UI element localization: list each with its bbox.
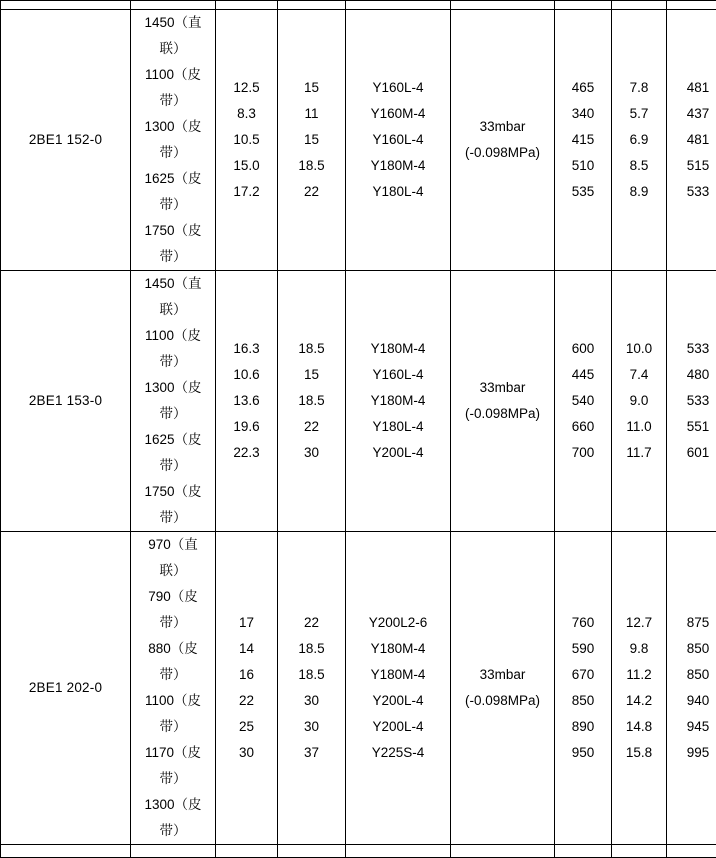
col8-value: 850 (667, 636, 716, 662)
speed-value: 1100（皮带） (131, 688, 215, 740)
col7-value: 11.7 (612, 440, 666, 466)
col8-value: 480 (667, 362, 716, 388)
col7-value: 9.8 (612, 636, 666, 662)
motor-model-value: Y200L-4 (346, 714, 450, 740)
motor-power-value: 22 (278, 179, 345, 205)
cell-col8-partial (667, 1, 716, 10)
motor-model-value: Y180M-4 (346, 388, 450, 414)
col6-value: 540 (555, 388, 611, 414)
cell-motor-model (346, 10, 451, 271)
col6-value: 660 (555, 414, 611, 440)
col7-value: 15.8 (612, 740, 666, 766)
cell-vacuum (451, 10, 555, 271)
vacuum-value: 33mbar (451, 114, 554, 140)
cell-speed-partial (131, 1, 216, 10)
col8-value: 850 (667, 662, 716, 688)
col7-value: 14.2 (612, 688, 666, 714)
motor-model-value: Y225S-4 (346, 740, 450, 766)
vacuum-value: 33mbar (451, 375, 554, 401)
cell-col7 (612, 532, 667, 845)
cell-power (216, 10, 278, 271)
cell-vacuum (451, 532, 555, 845)
col7-value: 10.0 (612, 336, 666, 362)
motor-power-value: 15 (278, 75, 345, 101)
power-value: 10.5 (216, 127, 277, 153)
vacuum-value-mpa: (-0.098MPa) (451, 401, 554, 427)
col7-value: 14.8 (612, 714, 666, 740)
col6-value: 760 (555, 610, 611, 636)
cell-col6 (555, 271, 612, 532)
speed-value: 1450（直联） (131, 271, 215, 323)
cell-col7-partial (612, 845, 667, 858)
motor-model-value: Y160M-4 (346, 101, 450, 127)
speed-value: 1100（皮带） (131, 323, 215, 375)
col8-value: 437 (667, 101, 716, 127)
motor-model-value: Y180M-4 (346, 153, 450, 179)
vacuum-value-mpa: (-0.098MPa) (451, 688, 554, 714)
motor-power-value: 18.5 (278, 662, 345, 688)
col7-value: 8.9 (612, 179, 666, 205)
motor-power-value: 22 (278, 414, 345, 440)
power-value: 30 (216, 740, 277, 766)
motor-model-value: Y200L-4 (346, 440, 450, 466)
power-value: 22.3 (216, 440, 277, 466)
cell-speed-partial (131, 845, 216, 858)
col8-value: 551 (667, 414, 716, 440)
cell-col6-partial (555, 845, 612, 858)
cell-motor-power (278, 10, 346, 271)
col8-value: 481 (667, 127, 716, 153)
speed-value: 1450（直联） (131, 10, 215, 62)
col6-value: 465 (555, 75, 611, 101)
cell-model-partial (1, 1, 131, 10)
col7-value: 8.5 (612, 153, 666, 179)
col7-value: 7.4 (612, 362, 666, 388)
cell-col8-partial (667, 845, 716, 858)
speed-value: 1625（皮带） (131, 427, 215, 479)
col6-value: 850 (555, 688, 611, 714)
col7-value: 6.9 (612, 127, 666, 153)
cell-model: 2BE1 152-0 (1, 10, 131, 271)
speed-value: 1625（皮带） (131, 166, 215, 218)
cell-power-partial (216, 1, 278, 10)
motor-power-value: 37 (278, 740, 345, 766)
col8-value: 533 (667, 336, 716, 362)
col6-value: 950 (555, 740, 611, 766)
speed-value: 970（直联） (131, 532, 215, 584)
cell-model: 2BE1 202-0 (1, 532, 131, 845)
cell-vacuum-partial (451, 1, 555, 10)
col7-value: 12.7 (612, 610, 666, 636)
motor-power-value: 15 (278, 362, 345, 388)
motor-power-value: 18.5 (278, 153, 345, 179)
col8-value: 481 (667, 75, 716, 101)
speed-value: 1170（皮带） (131, 740, 215, 792)
motor-power-value: 22 (278, 610, 345, 636)
cell-power (216, 532, 278, 845)
speed-value: 880（皮带） (131, 636, 215, 688)
cell-motor-model-partial (346, 1, 451, 10)
cell-motor-power (278, 532, 346, 845)
vacuum-value-mpa: (-0.098MPa) (451, 140, 554, 166)
col8-value: 945 (667, 714, 716, 740)
cell-col6 (555, 10, 612, 271)
speed-value: 1300（皮带） (131, 114, 215, 166)
table-row-partial-bottom (1, 845, 716, 858)
power-value: 17 (216, 610, 277, 636)
power-value: 17.2 (216, 179, 277, 205)
col6-value: 535 (555, 179, 611, 205)
motor-power-value: 30 (278, 688, 345, 714)
table-row (1, 10, 716, 271)
motor-power-value: 15 (278, 127, 345, 153)
power-value: 25 (216, 714, 277, 740)
speed-value: 1300（皮带） (131, 375, 215, 427)
cell-col7 (612, 10, 667, 271)
col8-value: 940 (667, 688, 716, 714)
col7-value: 9.0 (612, 388, 666, 414)
cell-motor-power (278, 271, 346, 532)
col8-value: 601 (667, 440, 716, 466)
motor-model-value: Y160L-4 (346, 127, 450, 153)
power-value: 10.6 (216, 362, 277, 388)
cell-model-partial (1, 845, 131, 858)
col8-value: 515 (667, 153, 716, 179)
motor-model-value: Y160L-4 (346, 362, 450, 388)
motor-power-value: 30 (278, 440, 345, 466)
cell-power-partial (216, 845, 278, 858)
speed-value: 1300（皮带） (131, 792, 215, 844)
cell-speed (131, 532, 216, 845)
motor-model-value: Y180L-4 (346, 179, 450, 205)
col6-value: 700 (555, 440, 611, 466)
cell-speed (131, 10, 216, 271)
col7-value: 11.2 (612, 662, 666, 688)
table-row (1, 271, 716, 532)
motor-power-value: 30 (278, 714, 345, 740)
col8-value: 995 (667, 740, 716, 766)
vacuum-value: 33mbar (451, 662, 554, 688)
cell-motor-power-partial (278, 1, 346, 10)
motor-model-value: Y180L-4 (346, 414, 450, 440)
table-row-partial-top (1, 1, 716, 10)
motor-power-value: 18.5 (278, 388, 345, 414)
col6-value: 590 (555, 636, 611, 662)
power-value: 22 (216, 688, 277, 714)
cell-col8 (667, 271, 716, 532)
cell-vacuum-partial (451, 845, 555, 858)
cell-col7 (612, 271, 667, 532)
cell-col8 (667, 10, 716, 271)
col6-value: 415 (555, 127, 611, 153)
motor-power-value: 18.5 (278, 636, 345, 662)
cell-speed (131, 271, 216, 532)
col6-value: 670 (555, 662, 611, 688)
power-value: 12.5 (216, 75, 277, 101)
power-value: 16 (216, 662, 277, 688)
col8-value: 875 (667, 610, 716, 636)
cell-power (216, 271, 278, 532)
cell-col6-partial (555, 1, 612, 10)
col6-value: 600 (555, 336, 611, 362)
motor-power-value: 18.5 (278, 336, 345, 362)
col8-value: 533 (667, 179, 716, 205)
table-row (1, 532, 716, 845)
power-value: 15.0 (216, 153, 277, 179)
power-value: 16.3 (216, 336, 277, 362)
col7-value: 11.0 (612, 414, 666, 440)
col7-value: 7.8 (612, 75, 666, 101)
cell-motor-model (346, 271, 451, 532)
speed-value: 1750（皮带） (131, 218, 215, 270)
cell-model: 2BE1 153-0 (1, 271, 131, 532)
cell-motor-power-partial (278, 845, 346, 858)
motor-model-value: Y180M-4 (346, 336, 450, 362)
cell-col7-partial (612, 1, 667, 10)
power-value: 8.3 (216, 101, 277, 127)
cell-col6 (555, 532, 612, 845)
col6-value: 890 (555, 714, 611, 740)
motor-model-value: Y200L-4 (346, 688, 450, 714)
motor-model-value: Y180M-4 (346, 662, 450, 688)
motor-model-value: Y180M-4 (346, 636, 450, 662)
speed-value: 790（皮带） (131, 584, 215, 636)
col6-value: 445 (555, 362, 611, 388)
speed-value: 1100（皮带） (131, 62, 215, 114)
motor-model-value: Y200L2-6 (346, 610, 450, 636)
col6-value: 340 (555, 101, 611, 127)
power-value: 14 (216, 636, 277, 662)
cell-vacuum (451, 271, 555, 532)
power-value: 13.6 (216, 388, 277, 414)
col7-value: 5.7 (612, 101, 666, 127)
table-body (1, 1, 716, 858)
col6-value: 510 (555, 153, 611, 179)
motor-power-value: 11 (278, 101, 345, 127)
speed-value: 1750（皮带） (131, 479, 215, 531)
motor-model-value: Y160L-4 (346, 75, 450, 101)
cell-motor-model-partial (346, 845, 451, 858)
col8-value: 533 (667, 388, 716, 414)
cell-motor-model (346, 532, 451, 845)
cell-col8 (667, 532, 716, 845)
power-value: 19.6 (216, 414, 277, 440)
